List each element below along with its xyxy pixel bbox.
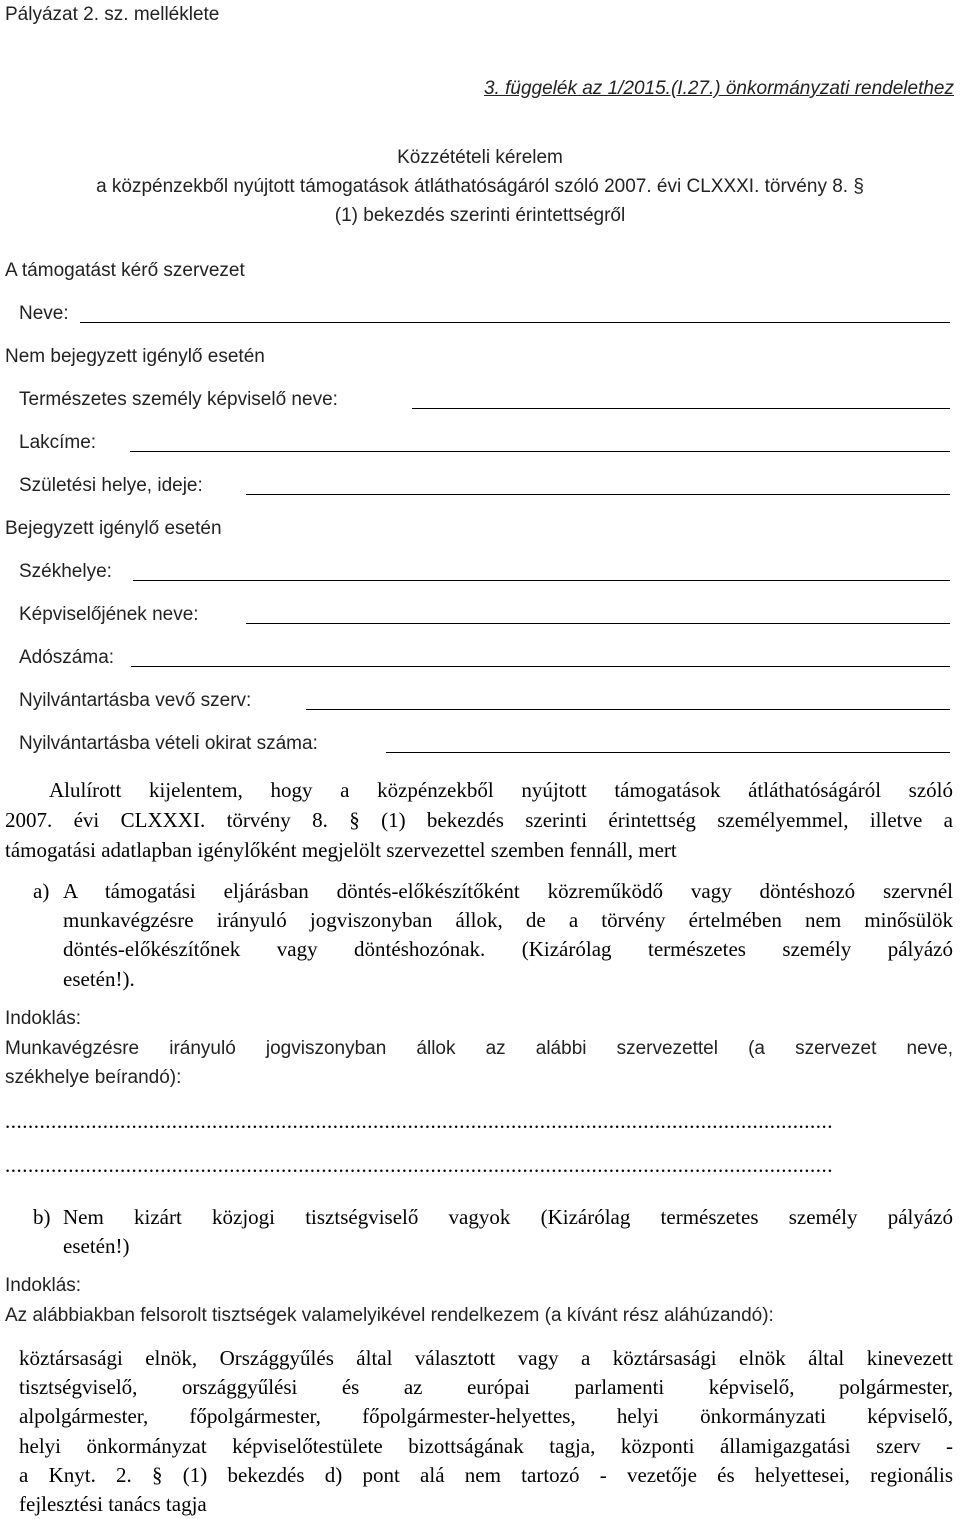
document-subtitle-line2: (1) bekezdés szerinti érintettségről <box>334 205 626 226</box>
item-a-fill-dots-1[interactable]: ................................................................................................................................................ <box>5 1109 833 1133</box>
seat-label: Székhelye: <box>19 561 112 582</box>
office-list-line2: tisztségviselő, országgyűlési és az európai parlamenti képviselő, polgármester, <box>19 1375 953 1399</box>
org-section-heading: A támogatást kérő szervezet <box>5 260 245 281</box>
registry-input-line[interactable] <box>306 709 950 710</box>
item-a-instruction-line1: Munkavégzésre irányuló jogviszonyban állok az alábbi szervezettel (a szervezet neve, <box>5 1038 953 1059</box>
item-b-line2: esetén!) <box>63 1234 130 1258</box>
registry-label: Nyilvántartásba vevő szerv: <box>19 690 252 711</box>
item-a-line3: döntés-előkészítőnek vagy döntéshozónak. (Kizárólag természetes személy pályázó <box>63 937 953 961</box>
document-title: Közzétételi kérelem <box>397 147 563 168</box>
rep-name-label: Természetes személy képviselő neve: <box>19 389 338 410</box>
item-a-marker: a) <box>33 879 50 903</box>
item-a-instruction-line2: székhelye beírandó): <box>5 1067 182 1088</box>
item-b-instruction: Az alábbiakban felsorolt tisztségek valamelyikével rendelkezem (a kívánt rész aláhúzandó): <box>5 1305 774 1326</box>
birth-input-line[interactable] <box>246 494 950 495</box>
registry-doc-input-line[interactable] <box>386 752 950 753</box>
document-subtitle-line1: a közpénzekből nyújtott támogatások átláthatóságáról szóló 2007. évi CLXXXI. törvény 8. § <box>96 176 864 197</box>
address-label: Lakcíme: <box>19 432 97 453</box>
tax-input-line[interactable] <box>131 666 950 667</box>
registered-heading: Bejegyzett igénylő esetén <box>5 518 222 539</box>
office-list-line1: köztársasági elnök, Országgyűlés által választott vagy a köztársasági elnök által kinevezett <box>19 1346 953 1370</box>
annex-label: Pályázat 2. sz. melléklete <box>5 4 220 25</box>
registry-doc-label: Nyilvántartásba vételi okirat száma: <box>19 733 318 754</box>
name-label: Neve: <box>19 303 69 324</box>
item-a-line4: esetén!). <box>63 967 135 991</box>
office-list-line4: helyi önkormányzat képviselőtestülete bizottságának tagja, központi államigazgatási szerv - <box>19 1434 953 1458</box>
address-input-line[interactable] <box>130 451 950 452</box>
declaration-line1: Alulírott kijelentem, hogy a közpénzekből nyújtott támogatások átláthatóságáról szóló <box>49 778 953 802</box>
rep-label: Képviselőjének neve: <box>19 604 199 625</box>
item-a-fill-dots-2[interactable]: ................................................................................................................................................ <box>5 1153 833 1177</box>
tax-label: Adószáma: <box>19 647 115 668</box>
item-b-justification-label: Indoklás: <box>5 1275 82 1296</box>
office-list-line5: a Knyt. 2. § (1) bekezdés d) pont alá nem tartozó - vezetője és helyettesei, regionális <box>19 1463 953 1487</box>
item-a-line1: A támogatási eljárásban döntés-előkészítőként közreműködő vagy döntéshozó szervnél <box>63 879 953 903</box>
seat-input-line[interactable] <box>133 580 950 581</box>
item-a-line2: munkavégzésre irányuló jogviszonyban állok, de a törvény értelmében nem minősülök <box>63 908 953 932</box>
declaration-line2: 2007. évi CLXXXI. törvény 8. § (1) bekezdés szerinti érintettség személyemmel, illetve a <box>5 808 953 832</box>
rep-input-line[interactable] <box>246 623 950 624</box>
declaration-line3: támogatási adatlapban igénylőként megjelölt szervezettel szemben fennáll, mert <box>5 838 677 862</box>
office-list-line3: alpolgármester, főpolgármester, főpolgármester-helyettes, helyi önkormányzati képviselő, <box>19 1404 953 1428</box>
item-b-line1: Nem kizárt közjogi tisztségviselő vagyok (Kizárólag természetes személy pályázó <box>63 1205 953 1229</box>
item-b-marker: b) <box>33 1205 51 1229</box>
office-list-line6: fejlesztési tanács tagja <box>19 1492 207 1516</box>
item-a-justification-label: Indoklás: <box>5 1008 82 1029</box>
rep-name-input-line[interactable] <box>412 408 950 409</box>
appendix-reference: 3. függelék az 1/2015.(I.27.) önkormányzati rendelethez <box>483 78 954 99</box>
birth-label: Születési helye, ideje: <box>19 475 203 496</box>
name-input-line[interactable] <box>80 322 950 323</box>
unregistered-heading: Nem bejegyzett igénylő esetén <box>5 346 265 367</box>
